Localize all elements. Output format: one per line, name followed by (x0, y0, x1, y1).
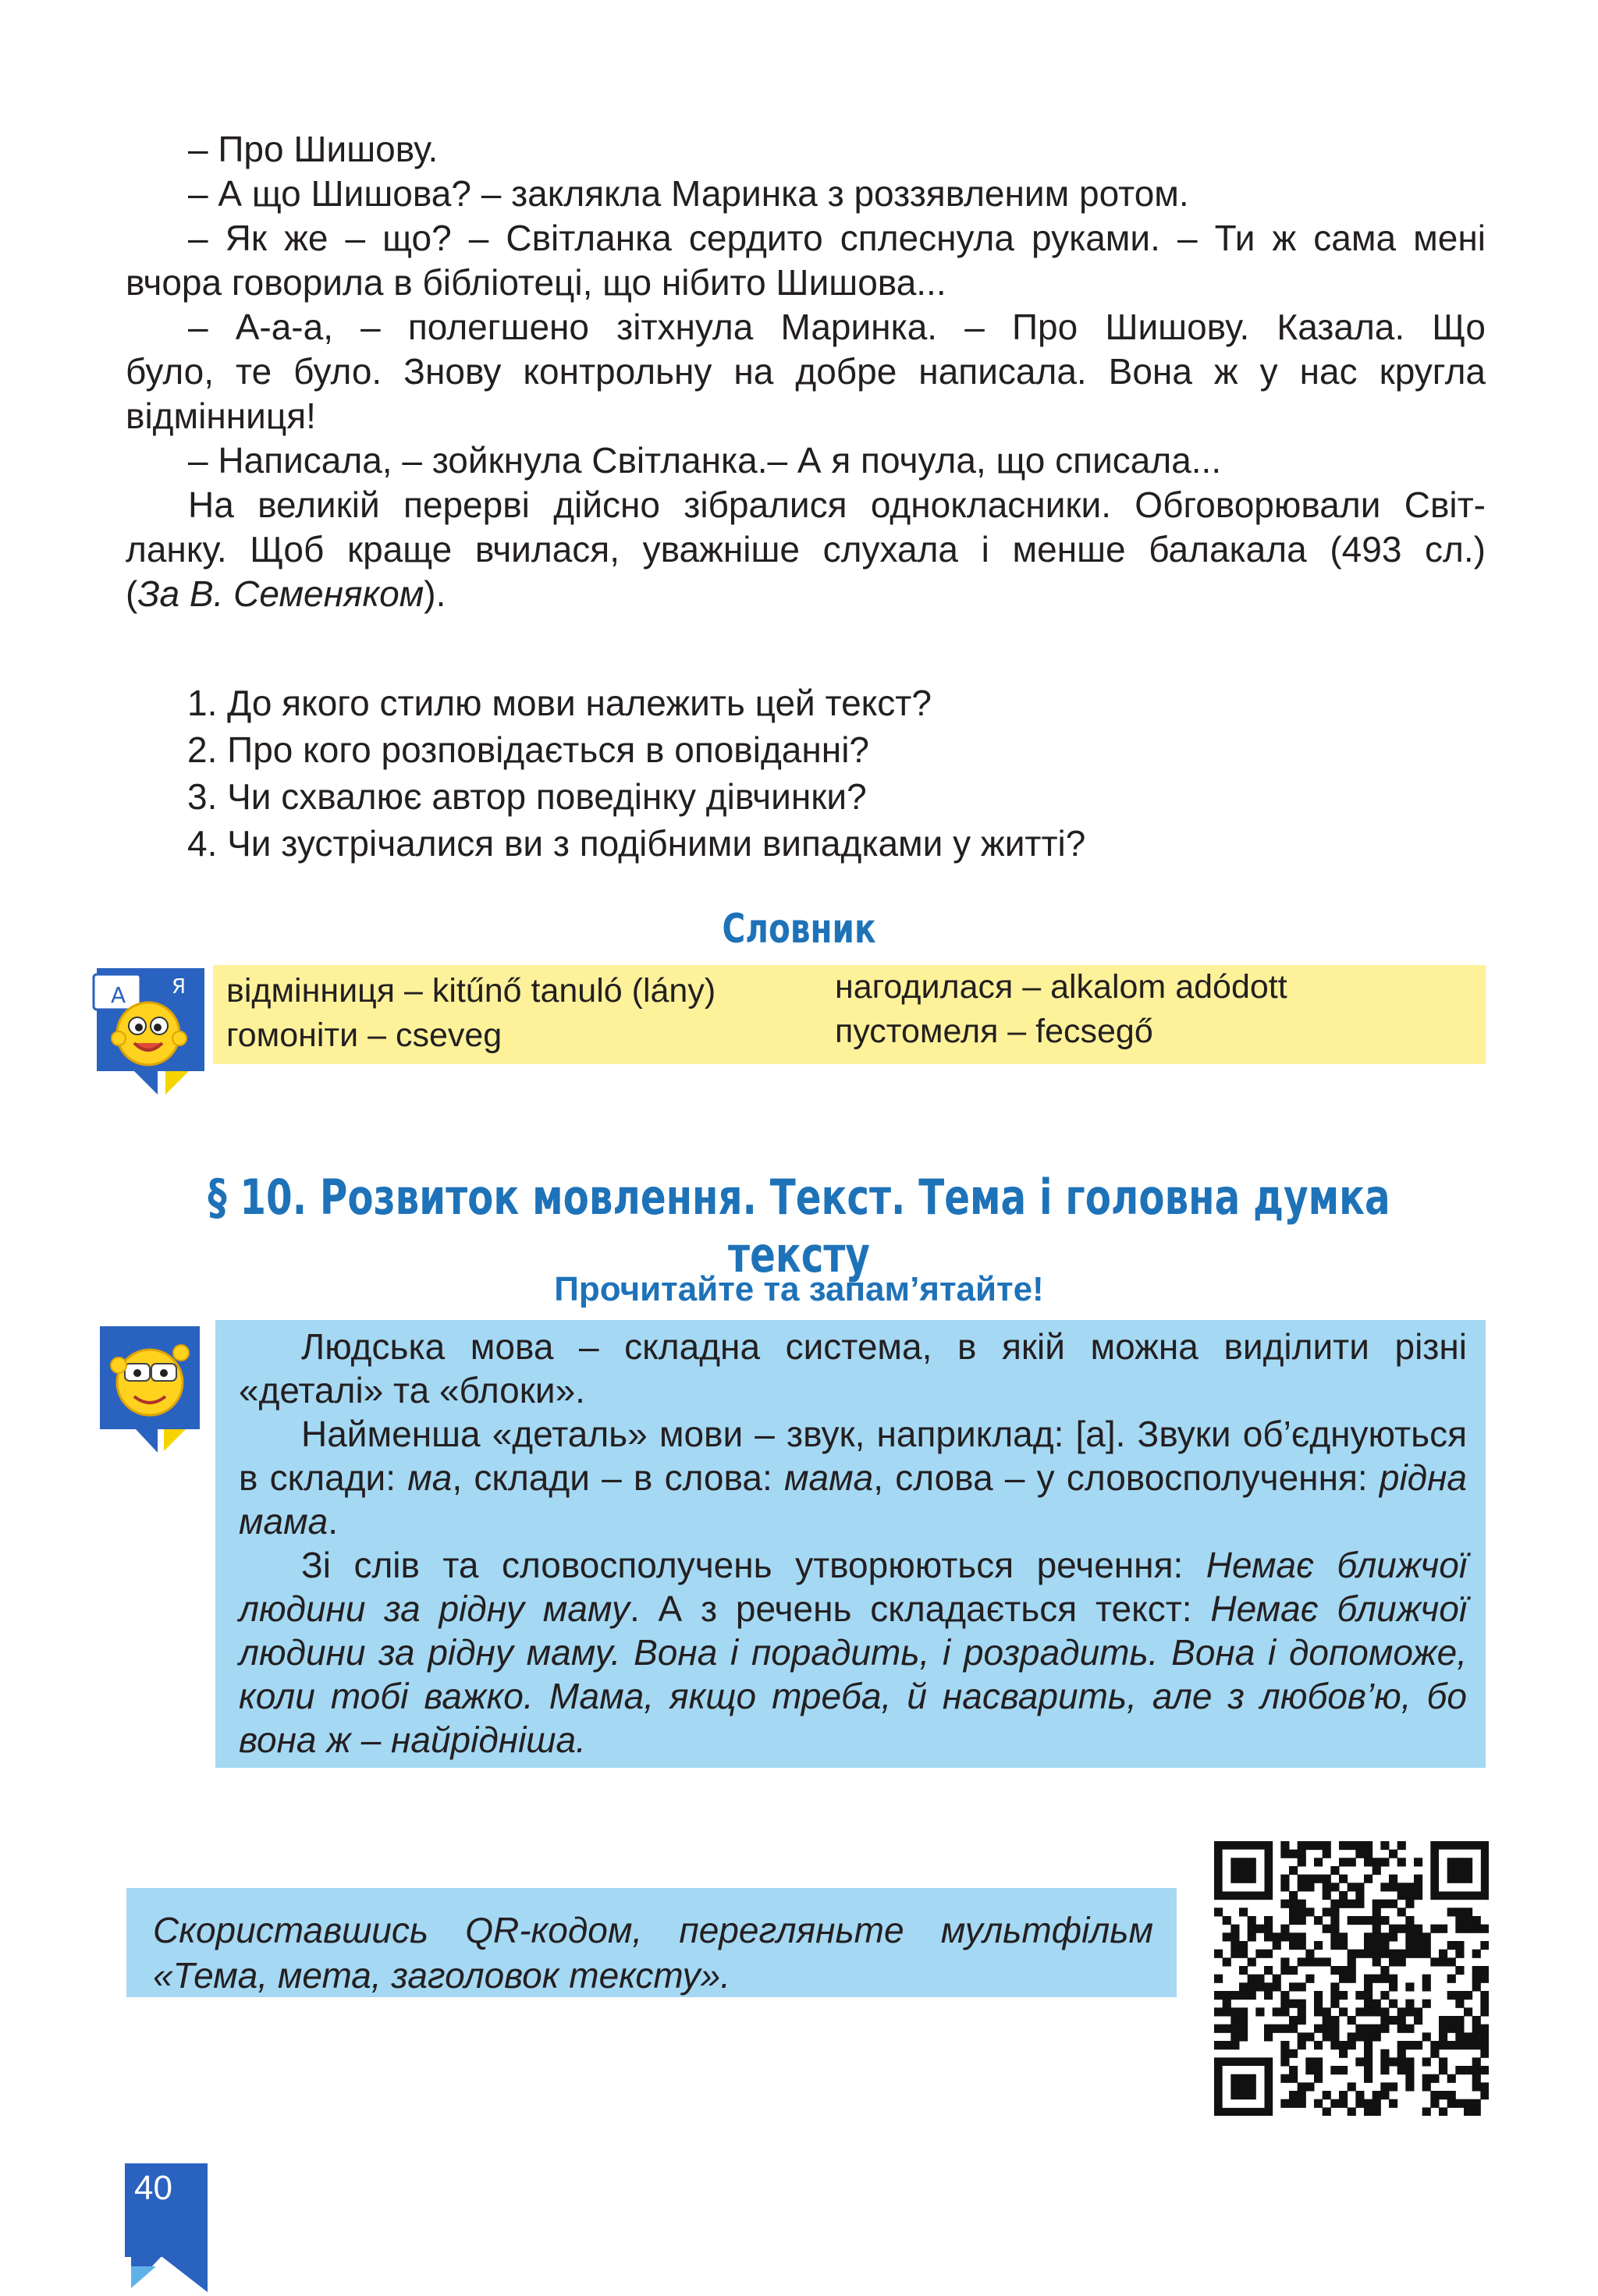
dictionary-item: відмінниця – kitűnő tanuló (lány) (226, 972, 716, 1010)
rule-text (239, 1325, 1467, 1762)
dictionary-item: гомоніти – cseveg (226, 1017, 502, 1054)
section-title: § 10. Розвиток мовлення. Текст. Тема і головна думка тексту (208, 1169, 1390, 1283)
page-number: 40 (134, 2169, 172, 2207)
story-line: вчора говорила в бібліотеці, що нібито Шишова... (126, 262, 946, 303)
qr-hint-text: Скориставшись QR-кодом, перегляньте мультфільм «Тема, мета, заголовок тексту». (153, 1910, 1153, 1996)
question-item: 1. До якого стилю мови належить цей текст? (187, 683, 932, 723)
reading-mascot-icon (92, 1318, 209, 1455)
questions-list (187, 680, 1085, 867)
story-line: – Як же – що? – Світланка сердито сплеснула руками. – Ти ж сама мені (188, 218, 1486, 258)
story-line: – А-а-а, – полегшено зітхнула Маринка. – Про Шишову. Казала. Що (188, 307, 1486, 347)
rule-paragraph: Зі слів та словосполучень утворюються речення: Немає ближчої людини за рідну маму. А з речень складається текст: Немає ближчої людини за рідну маму. Вона і порадить, і розрадить. Вона і допоможе, коли тобі важко. Мама, якщо треба, й насварить, але з любов’ю, бо вона ж – найрідніша. (239, 1545, 1467, 1760)
dictionary-title: Словник (722, 906, 876, 953)
story-line: – А що Шишова? – заклякла Маринка з роззявленим ротом. (188, 173, 1189, 214)
rule-paragraph: Людська мова – складна система, в якій можна виділити різні «деталі» та «блоки». (239, 1326, 1467, 1411)
story-line-author: (За В. Семеняком). (126, 573, 446, 614)
story-line: було, те було. Знову контрольну на добре написала. Вона ж у нас кругла (126, 351, 1486, 392)
question-item: 3. Чи схвалює автор поведінку дівчинки? (187, 776, 867, 817)
rule-paragraph: Найменша «деталь» мови – звук, наприклад: [а]. Звуки об’єднуються в склади: ма, склади – в слова: мама, слова – у словосполучення: рідна мама. (239, 1414, 1467, 1542)
svg-text:А: А (111, 982, 126, 1008)
qr-code-icon[interactable] (1214, 1841, 1489, 2116)
story-line: ланку. Щоб краще вчилася, уважніше слухала і менше балакала (493 сл.) (126, 529, 1486, 570)
svg-text:Я: Я (172, 975, 186, 999)
dictionary-mascot-icon (87, 962, 204, 1098)
section-subtitle: Прочитайте та запам’ятайте! (554, 1270, 1044, 1308)
story-line: – Написала, – зойкнула Світланка.– А я почула, що списала... (188, 440, 1222, 481)
story-line: – Про Шишову. (188, 129, 439, 169)
story-line: На великій перерві дійсно зібралися однокласники. Обговорювали Світ- (188, 484, 1486, 525)
dictionary-item: пустомеля – fecsegő (835, 1013, 1153, 1050)
story-line: відмінниця! (126, 396, 316, 436)
question-item: 2. Про кого розповідається в оповіданні? (187, 729, 869, 770)
dictionary-item: нагодилася – alkalom adódott (835, 968, 1287, 1006)
story-text (126, 127, 1486, 616)
question-item: 4. Чи зустрічалися ви з подібними випадками у житті? (187, 823, 1086, 864)
author-name: За В. Семеняком (137, 573, 424, 614)
